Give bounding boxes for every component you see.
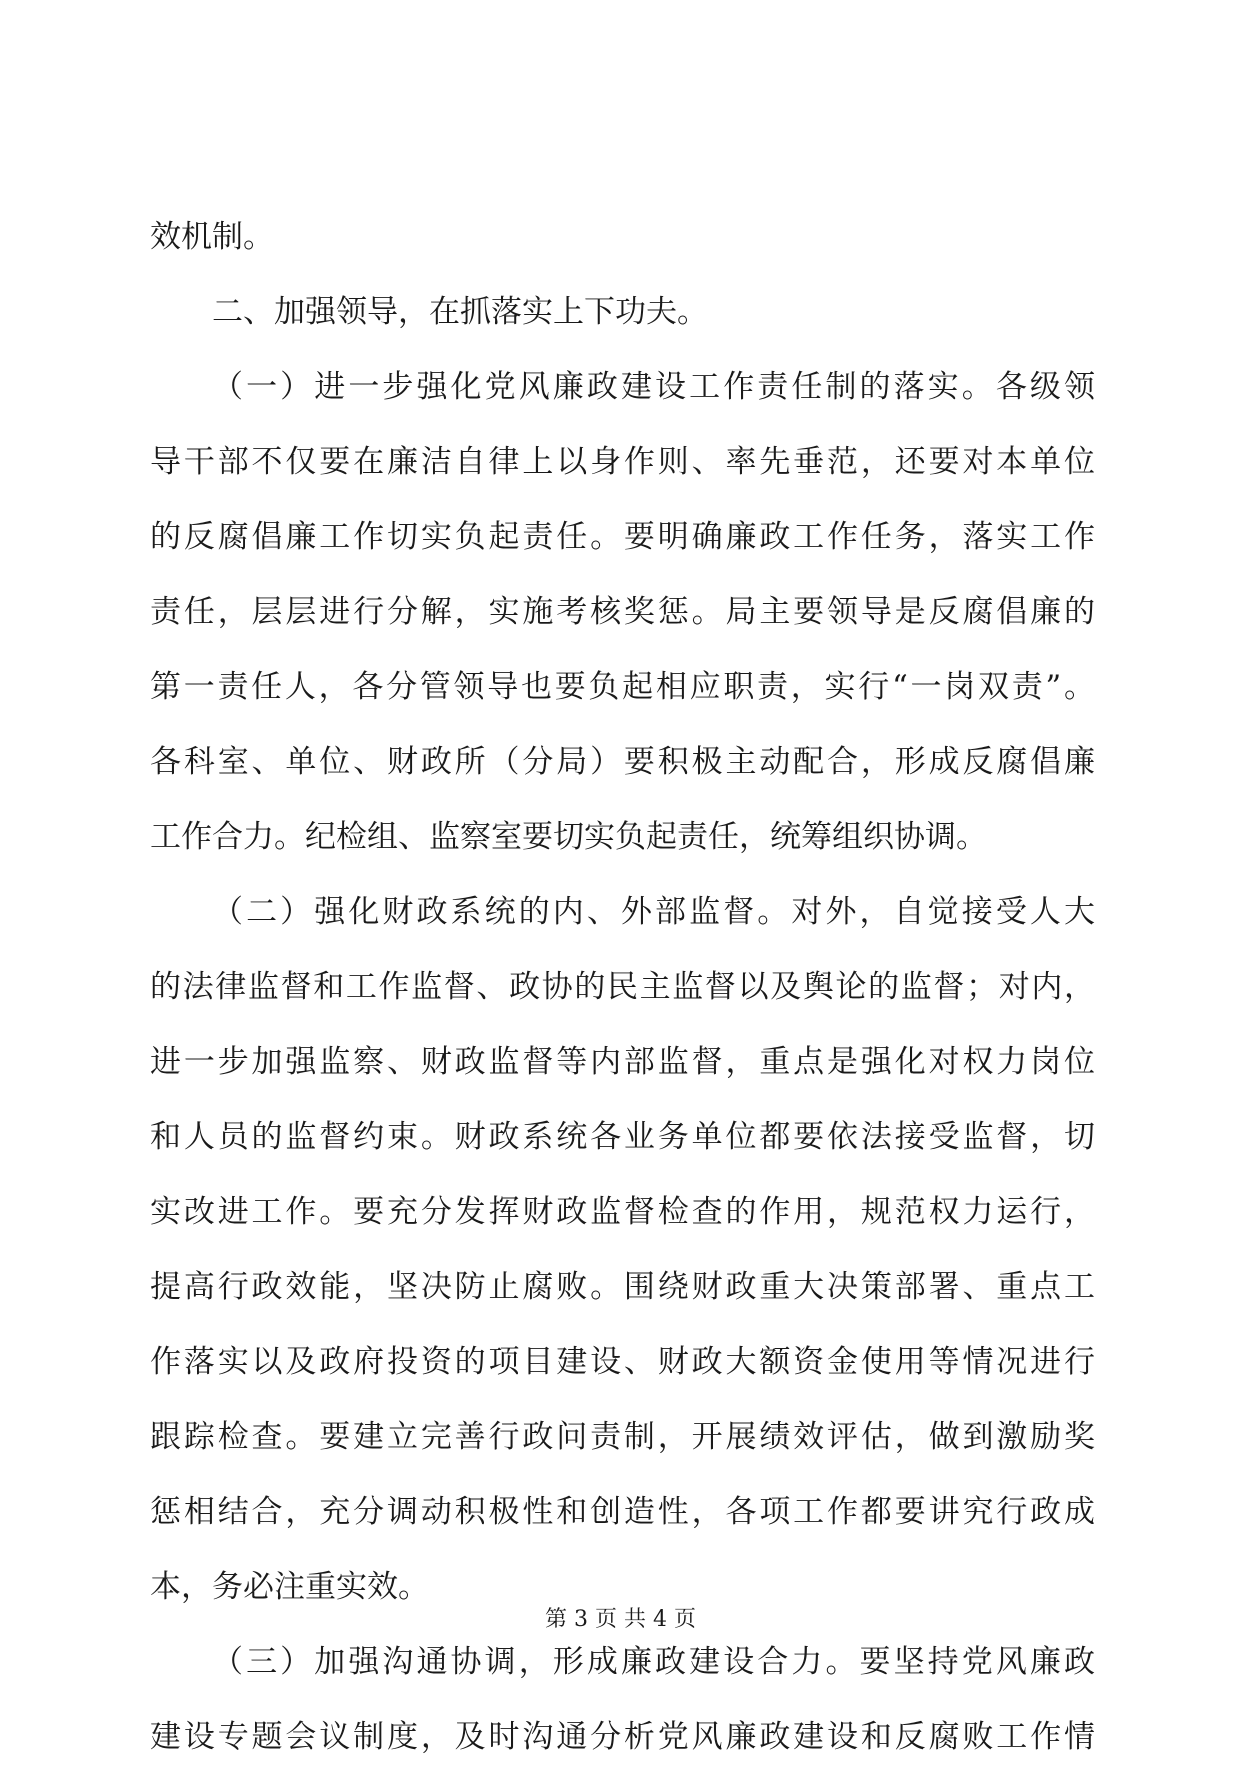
- text-line: 进一步加强监察、财政监督等内部监督，重点是强化对权力岗位: [150, 1044, 1095, 1080]
- page-number-footer: 第 3 页 共 4 页: [545, 1607, 696, 1632]
- text-line: 第一责任人，各分管领导也要负起相应职责，实行“一岗双责”。: [150, 669, 1095, 705]
- text-line: 提高行政效能，坚决防止腐败。围绕财政重大决策部署、重点工: [150, 1269, 1095, 1305]
- text-line: （一）进一步强化党风廉政建设工作责任制的落实。各级领: [212, 369, 1095, 405]
- text-line: 实改进工作。要充分发挥财政监督检查的作用，规范权力运行，: [150, 1194, 1095, 1230]
- text-line: 跟踪检查。要建立完善行政问责制，开展绩效评估，做到激励奖: [150, 1419, 1095, 1455]
- text-line: 惩相结合，充分调动积极性和创造性，各项工作都要讲究行政成: [150, 1494, 1095, 1530]
- text-line: 效机制。: [150, 219, 274, 255]
- text-line: 责任，层层进行分解，实施考核奖惩。局主要领导是反腐倡廉的: [150, 594, 1095, 630]
- text-line: 的法律监督和工作监督、政协的民主监督以及舆论的监督；对内，: [150, 969, 1095, 1005]
- text-line: 导干部不仅要在廉洁自律上以身作则、率先垂范，还要对本单位: [150, 444, 1095, 480]
- text-line: 的反腐倡廉工作切实负起责任。要明确廉政工作任务，落实工作: [150, 519, 1095, 555]
- text-line: 各科室、单位、财政所（分局）要积极主动配合，形成反腐倡廉: [150, 744, 1095, 780]
- text-line: 和人员的监督约束。财政系统各业务单位都要依法接受监督，切: [150, 1119, 1095, 1155]
- text-line: 本，务必注重实效。: [150, 1569, 429, 1605]
- text-line: （二）强化财政系统的内、外部监督。对外，自觉接受人大: [212, 894, 1095, 930]
- section-heading: 二、加强领导，在抓落实上下功夫。: [212, 294, 708, 330]
- text-line: 工作合力。纪检组、监察室要切实负起责任，统筹组织协调。: [150, 819, 987, 855]
- text-line: 作落实以及政府投资的项目建设、财政大额资金使用等情况进行: [150, 1344, 1095, 1380]
- text-line: （三）加强沟通协调，形成廉政建设合力。要坚持党风廉政: [212, 1644, 1095, 1680]
- text-line: 建设专题会议制度，及时沟通分析党风廉政建设和反腐败工作情: [150, 1719, 1095, 1755]
- document-body: [150, 200, 1095, 1775]
